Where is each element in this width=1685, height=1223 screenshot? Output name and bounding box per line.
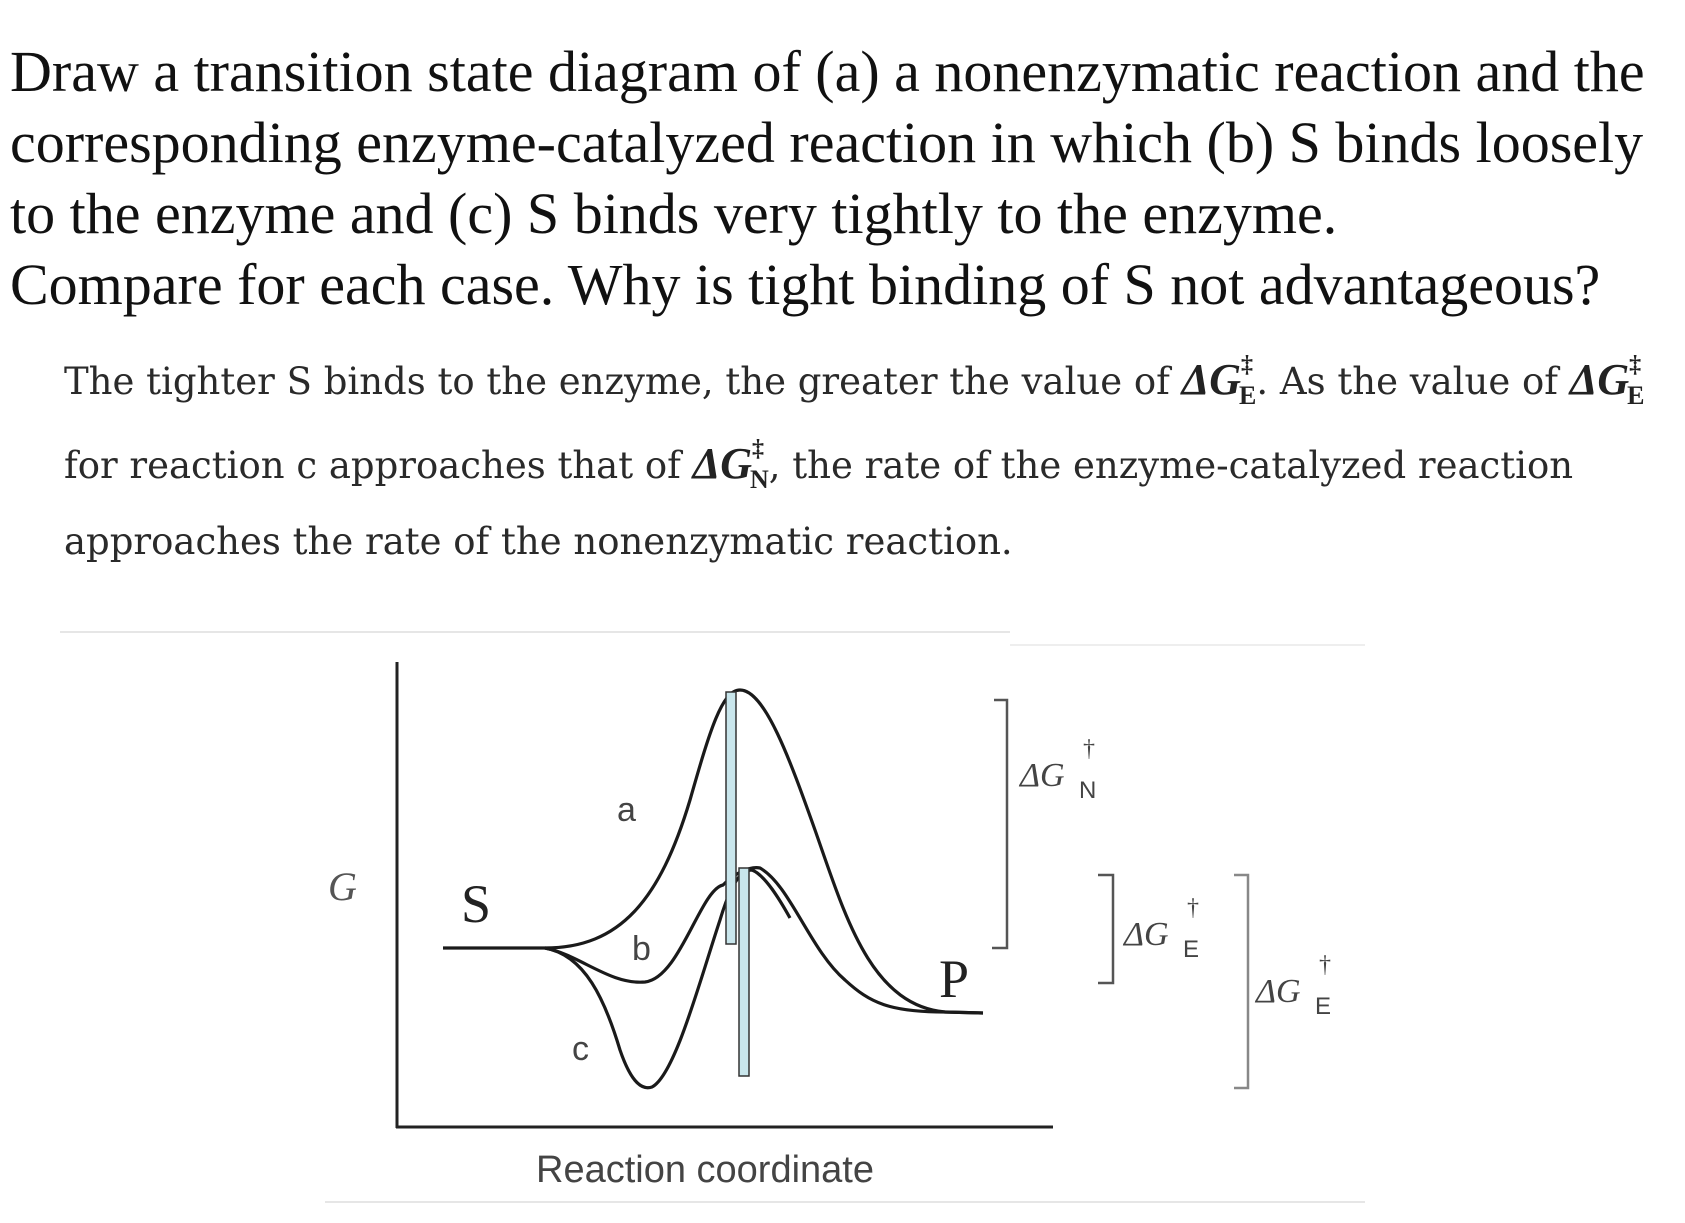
answer-line-3: approaches the rate of the nonenzymatic reaction. <box>64 520 1013 563</box>
svg-text:ΔG: ΔG <box>1020 757 1065 794</box>
delta-g-e-loose-label <box>1122 895 1199 963</box>
delta-g-e-tight-label <box>1254 952 1331 1020</box>
answer-line-2-end: , the rate of the enzyme-catalyzed reaction <box>768 444 1574 487</box>
product-label: P <box>939 949 970 1009</box>
svg-text:E: E <box>1315 993 1332 1020</box>
delta-g-n-label <box>1018 736 1096 804</box>
answer-line-2-start: for reaction c approaches that of <box>64 444 693 487</box>
svg-text:†: † <box>1083 736 1095 762</box>
delta-g-e-symbol-2: $\Delta G^\ddagger_E$ <box>1569 352 1645 410</box>
curve-c-label: c <box>572 1030 589 1068</box>
question-line-3: to the enzyme and (c) S binds very tightly to the enzyme. <box>10 181 1338 246</box>
curve-a-label: a <box>617 791 636 829</box>
bracket-nonenzymatic <box>992 700 1007 948</box>
answer-line-1-end: . As the value of <box>1256 360 1570 403</box>
bracket-loose-binding <box>1098 875 1113 983</box>
transition-marker-enzymatic <box>739 868 749 1076</box>
y-axis-label: G <box>328 864 357 909</box>
x-axis-label: Reaction coordinate <box>536 1149 874 1191</box>
svg-text:ΔG: ΔG <box>1124 916 1169 953</box>
svg-text:†: † <box>1319 952 1331 978</box>
question-line-4: Compare for each case. Why is tight binding of S not advantageous? <box>10 252 1601 317</box>
question-line-1: Draw a transition state diagram of (a) a nonenzymatic reaction and the <box>10 39 1645 104</box>
svg-text:E: E <box>1183 936 1200 963</box>
curve-b <box>545 868 983 1013</box>
svg-text:†: † <box>1187 895 1199 921</box>
answer-line-1-start: The tighter S binds to the enzyme, the greater the value of <box>64 360 1182 403</box>
question-line-2: corresponding enzyme-catalyzed reaction in which (b) S binds loosely <box>10 110 1644 175</box>
curve-b-label: b <box>632 930 651 968</box>
svg-text:ΔG: ΔG <box>1256 973 1301 1010</box>
transition-marker-nonenzymatic <box>726 692 736 944</box>
substrate-label: S <box>461 874 492 934</box>
svg-text:N: N <box>1079 777 1097 804</box>
delta-g-e-symbol: $\Delta G^\ddagger_E$ <box>1181 352 1257 410</box>
bracket-tight-binding <box>1234 875 1248 1088</box>
curve-a <box>443 690 983 1013</box>
delta-g-n-symbol: $\Delta G^\ddagger_N$ <box>692 436 769 494</box>
